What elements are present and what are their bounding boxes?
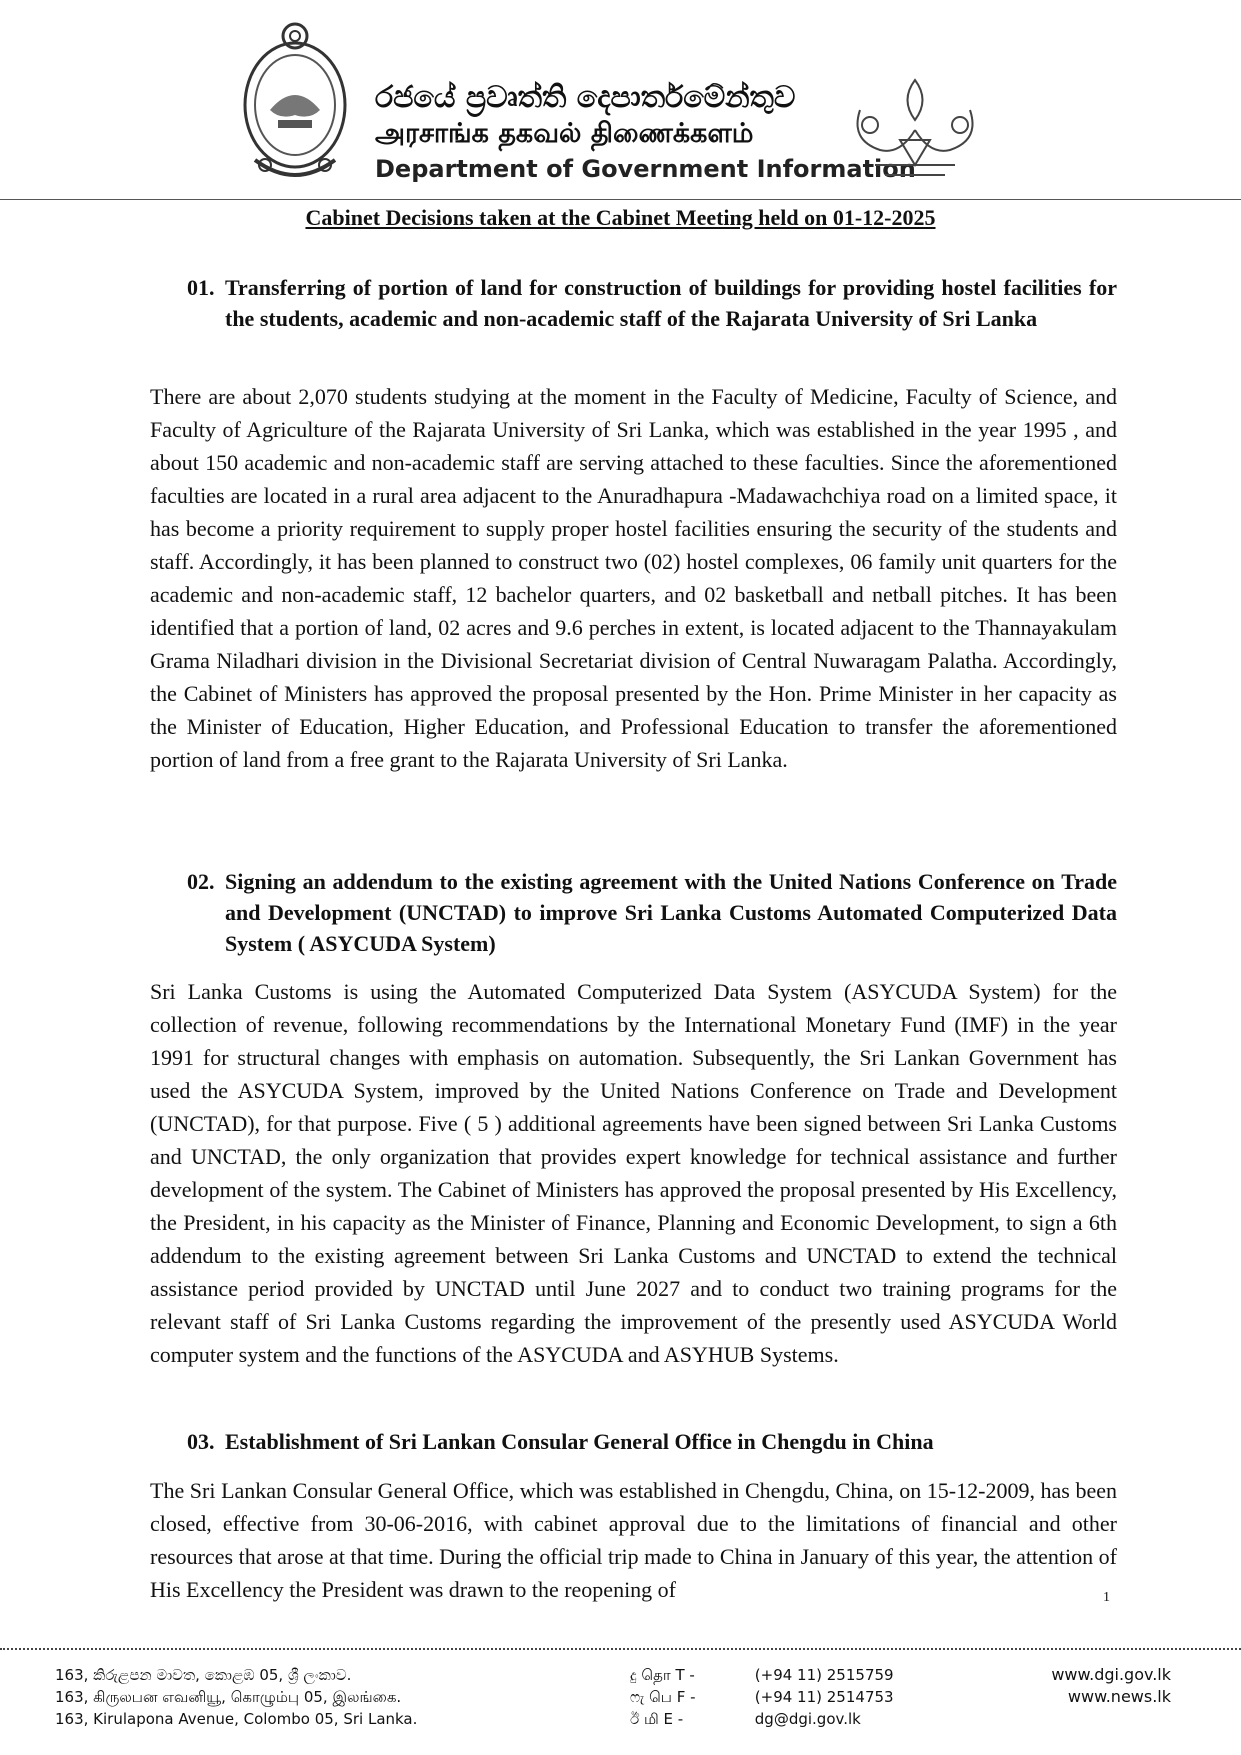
phone-label: දු தொ T - [630, 1666, 695, 1684]
footer-contact [630, 1664, 894, 1730]
document-title: Cabinet Decisions taken at the Cabinet Meeting held on 01-12-2025 [305, 205, 936, 230]
fax-number: (+94 11) 2514753 [754, 1688, 894, 1706]
footer-websites [1051, 1664, 1171, 1708]
phone-row [630, 1664, 894, 1686]
email-row [630, 1708, 894, 1730]
item-heading [187, 866, 1117, 959]
address-sinhala: 163, කිරුළපන මාවත, කොළඹ 05, ශ්‍රී ලංකාව. [55, 1666, 352, 1684]
email-label: ඊ மி E - [630, 1710, 684, 1728]
department-name-tamil: அரசாங்க தகவல் திணைக்களம் [375, 118, 754, 149]
fax-label: ෆැ பெ F - [630, 1688, 696, 1706]
website-link-dgi[interactable]: www.dgi.gov.lk [1051, 1665, 1171, 1684]
email-address[interactable]: dg@dgi.gov.lk [754, 1710, 861, 1728]
item-number: 02. [187, 869, 215, 894]
page-number: 1 [1103, 1590, 1110, 1605]
footer-divider [0, 1648, 1241, 1650]
footer-address [55, 1664, 417, 1730]
item-body: Sri Lanka Customs is using the Automated Computerized Data System (ASYCUDA System) for the collection of revenue, following recommendations by the International Monetary Fund (IMF) in the year 1991 for structural changes with emphasis on automation. Subsequently, the Sri Lankan Government has used the ASYCUDA System, improved by the United Nations Conference on Trade and Development (UNCTAD), for that purpose. Five ( 5 ) additional agreements have been signed between Sri Lanka Customs and UNCTAD, the only organization that provides expert knowledge for technical assistance and further development of the system. The Cabinet of Ministers has approved the proposal presented by His Excellency, the President, in his capacity as the Minister of Finance, Planning and Economic Development, to sign a 6th addendum to the existing agreement between Sri Lanka Customs and UNCTAD to extend the technical assistance period provided by UNCTAD until June 2027 and to conduct two training programs for the relevant staff of Sri Lanka Customs regarding the improvement of the presently used ASYCUDA World computer system and the functions of the ASYCUDA and ASYHUB Systems. [150, 979, 1117, 1367]
item-heading-text: Transferring of portion of land for construction of buildings for providing hostel facilities for the students, academic and non-academic staff of the Rajarata University of Sri Lanka [225, 275, 1117, 331]
item-body: There are about 2,070 students studying at the moment in the Faculty of Medicine, Faculty of Science, and Faculty of Agriculture of the Rajarata University of Sri Lanka, which was established in the year 1995 , and about 150 academic and non-academic staff are serving attached to these faculties. Since the aforementioned faculties are located in a rural area adjacent to the Anuradhapura -Madawachchiya road on a limited space, it has become a priority requirement to supply proper hostel facilities ensuring the security of the students and staff. Accordingly, it has been planned to construct two (02) hostel complexes, 06 family unit quarters for the academic and non-academic staff, 12 bachelor quarters, and 02 basketball and netball pitches. It has been identified that a portion of land, 02 acres and 9.6 perches in extent, is located adjacent to the Thannayakulam Grama Niladhari division in the Divisional Secretariat division of Central Nuwaragam Palatha. Accordingly, the Cabinet of Ministers has approved the proposal presented by the Hon. Prime Minister in her capacity as the Minister of Education, Higher Education, and Professional Education to transfer the aforementioned portion of land from a free grant to the Rajarata University of Sri Lanka. [150, 384, 1117, 772]
item-number: 01. [187, 275, 215, 300]
sri-lanka-emblem-icon [240, 20, 350, 180]
item-heading-text: Establishment of Sri Lankan Consular General Office in Chengdu in China [225, 1429, 934, 1454]
item-heading-text: Signing an addendum to the existing agreement with the United Nations Conference on Trade and Development (UNCTAD) to improve Sri Lanka Customs Automated Computerized Data System ( ASYCUDA System) [225, 869, 1117, 956]
item-number: 03. [187, 1429, 215, 1454]
address-english: 163, Kirulapona Avenue, Colombo 05, Sri Lanka. [55, 1710, 418, 1728]
item-heading [187, 272, 1117, 334]
address-tamil: 163, கிருலபன எவனியூ, கொழும்பு 05, இலங்கை. [55, 1688, 402, 1706]
department-name-english: Department of Government Information [375, 155, 916, 183]
item-body: The Sri Lankan Consular General Office, which was established in Chengdu, China, on 15-12-2009, has been closed, effective from 30-06-2016, with cabinet approval due to the limitations of financial and other resources that arose at that time. During the official trip made to China in January of this year, the attention of His Excellency the President was drawn to the reopening of [150, 1478, 1117, 1602]
item-heading [187, 1426, 1117, 1457]
fax-row [630, 1686, 894, 1708]
website-link-news[interactable]: www.news.lk [1067, 1687, 1171, 1706]
department-name-sinhala: රජයේ ප්‍රවෘත්ති දෙපාර්තමේන්තුව [375, 80, 796, 115]
department-name-block [375, 80, 916, 186]
phone-number: (+94 11) 2515759 [754, 1666, 894, 1684]
decorative-ornament-icon [840, 70, 990, 185]
header-divider [0, 199, 1241, 200]
